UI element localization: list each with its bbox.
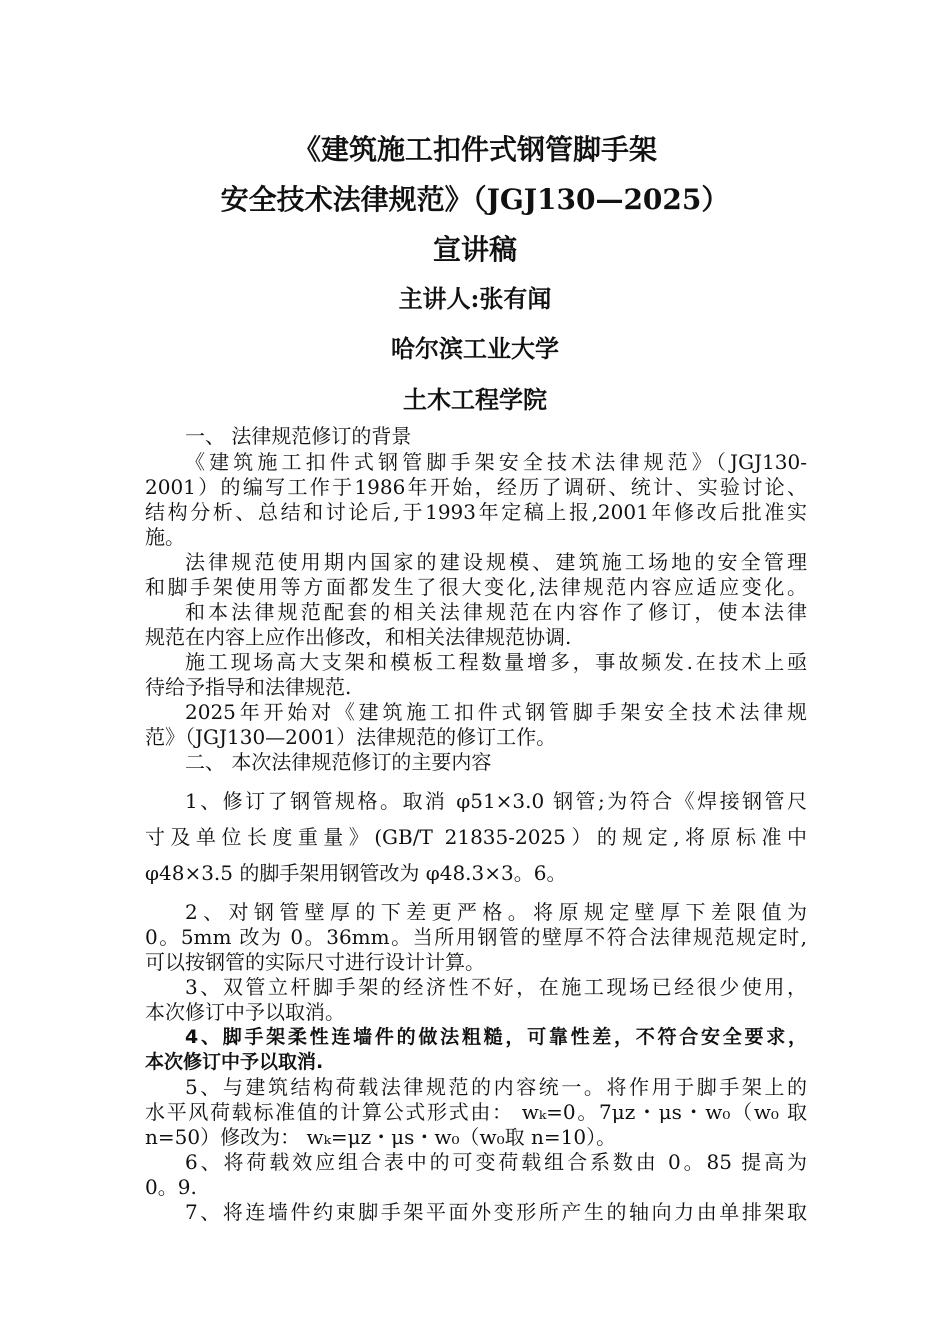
paragraph-line: 7、将连墙件约束脚手架平面外变形所产生的轴向力由单排架取: [185, 1200, 807, 1224]
university-name: 哈尔滨工业大学: [391, 334, 559, 363]
paragraph-line: 0。5mm 改为 0。36mm。当所用钢管的壁厚不符合法律规范规定时,: [145, 925, 807, 949]
paragraph-line: 5、与建筑结构荷载法律规范的内容统一。将作用于脚手架上的: [185, 1075, 807, 1099]
bold-paragraph-line: 本次修订中予以取消.: [145, 1051, 324, 1073]
bold-paragraph-line: 4、脚手架柔性连墙件的做法粗糙，可靠性差，不符合安全要求，: [185, 1026, 807, 1048]
paragraph-line: 1、修订了钢管规格。取消 φ51×3.0 钢管;为符合《焊接钢管尺: [185, 789, 807, 813]
paragraph-line: 0。9.: [145, 1175, 197, 1199]
document-title-line3: 宣讲稿: [432, 233, 517, 266]
section-heading-2: 二、 本次法律规范修订的主要内容: [185, 750, 492, 774]
paragraph-line: 《建筑施工扣件式钢管脚手架安全技术法律规范》（JGJ130-: [185, 450, 807, 474]
paragraph-line: 2、对钢管壁厚的下差更严格。将原规定壁厚下差限值为: [185, 900, 807, 924]
paragraph-line: 待给予指导和法律规范.: [145, 675, 352, 699]
paragraph-line: 和本法律规范配套的相关法律规范在内容作了修订，使本法律: [185, 600, 807, 624]
college-name: 土木工程学院: [403, 385, 547, 414]
paragraph-line: 和脚手架使用等方面都发生了很大变化,法律规范内容应适应变化。: [145, 575, 807, 599]
paragraph-line: 法律规范使用期内国家的建设规模、建筑施工场地的安全管理: [185, 550, 807, 574]
paragraph-line: 水平风荷载标准值的计算公式形式由： wₖ=0。7μz・μs・w₀（w₀ 取: [145, 1100, 807, 1124]
paragraph-line: 可以按钢管的实际尺寸进行设计计算。: [145, 950, 485, 974]
paragraph-line: 范》（JGJ130—2001）法律规范的修订工作。: [145, 725, 557, 749]
paragraph-line: 施工现场高大支架和模板工程数量增多，事故频发.在技术上亟: [185, 650, 807, 674]
paragraph-line: 本次修订中予以取消。: [145, 1000, 345, 1024]
paragraph-line: 2001）的编写工作于1986年开始，经历了调研、统计、实验讨论、: [145, 475, 807, 499]
document-title-line1: 《建筑施工扣件式钢管脚手架: [292, 133, 657, 166]
section-heading-1: 一、 法律规范修订的背景: [185, 424, 412, 448]
paragraph-line: 寸及单位长度重量》(GB/T 21835-2025）的规定,将原标准中: [145, 825, 807, 849]
paragraph-line: 结构分析、总结和讨论后,于1993年定稿上报,2001年修改后批准实: [145, 500, 807, 524]
paragraph-line: 3、双管立杆脚手架的经济性不好，在施工现场已经很少使用，: [185, 975, 807, 999]
paragraph-line: 6、将荷载效应组合表中的可变荷载组合系数由 0。85 提高为: [185, 1150, 807, 1174]
paragraph-line: φ48×3.5 的脚手架用钢管改为 φ48.3×3。6。: [145, 861, 567, 885]
document-title-line2: 安全技术法律规范》（JGJ130—2025）: [220, 183, 730, 216]
paragraph-line: 施。: [145, 525, 185, 549]
speaker-name: 主讲人:张有闻: [398, 284, 552, 313]
paragraph-line: 2025年开始对《建筑施工扣件式钢管脚手架安全技术法律规: [185, 700, 807, 724]
paragraph-line: n=50）修改为： wₖ=μz・μs・w₀（w₀取 n=10）。: [145, 1125, 617, 1149]
paragraph-line: 规范在内容上应作出修改，和相关法律规范协调.: [145, 625, 572, 649]
